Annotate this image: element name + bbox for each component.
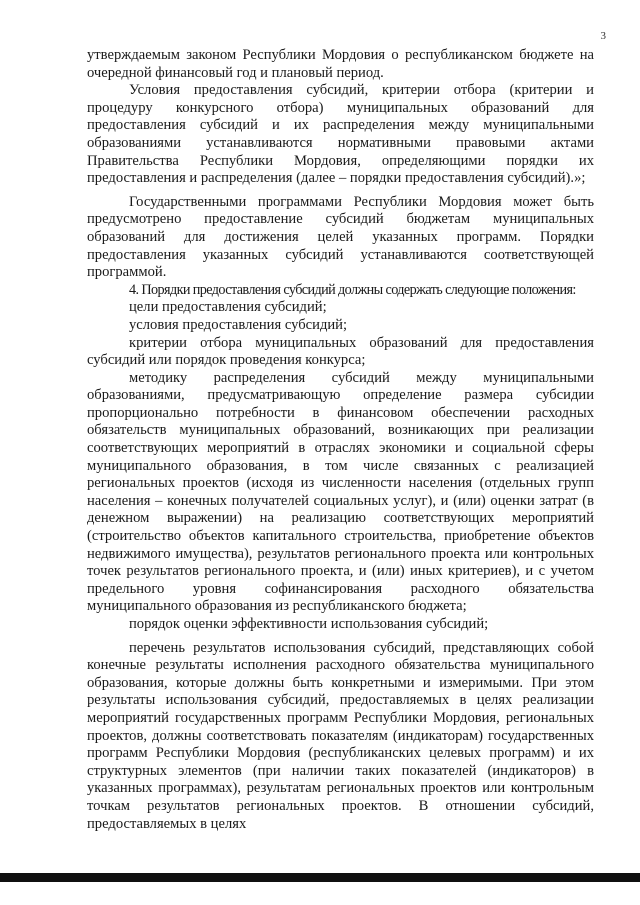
paragraph-budget-law-end: утверждаемым законом Республики Мордовия о республиканском бюджете на очередной финансовый год и плановый период. [87,47,594,81]
document-body [87,47,594,833]
list-item-results-list: перечень результатов использования субсидий, представляющих собой конечные результаты исполнения расходного обязательства муниципального образования, которые должны быть конкретными и измеримыми. При этом результаты использования субсидий, предоставляемых в целях реализации мероприятий государственных программ Республики Мордовия, региональных проектов, должны соответствовать показателям (индикаторам) государственных программ Республики Мордовия (республиканских целевых программ) и их структурных элементов (при наличии таких показателей (индикаторов) в указанных программах), результатам региональных проектов или контрольным точкам результатов региональных проектов. В отношении субсидий, предоставляемых в целях [87,639,594,832]
list-item-goals: цели предоставления субсидий; [129,299,327,316]
page-number: 3 [600,30,606,42]
list-item-conditions: условия предоставления субсидий; [129,316,348,333]
list-item-distribution-method: методику распределения субсидий между муниципальными образованиями, предусматривающую определение размера субсидии пропорционально потребности в финансовом обеспечении расходных обязательств муниципальных образований, возникающих при реализации соответствующих мероприятий в отраслях экономики и социальной сферы муниципального образования, в том числе связанных с реализацией региональных проектов (исходя из численности населения (отдельных групп населения – конечных получателей социальных услуг), и (или) оценки затрат (в денежном выражении) на реализацию соответствующих мероприятий (строительство объектов капитального строительства, приобретение объектов недвижимого имущества), результатов регионального проекта или контрольных точек результатов регионального проекта, и (или) иных критериев), и с учетом предельного уровня софинансирования расходного обязательства муниципального образования из республиканского бюджета; [87,369,594,615]
list-item-efficiency-assessment: порядок оценки эффективности использования субсидий; [129,616,489,632]
paragraph-item-4-heading: 4. Порядки предоставления субсидий должны содержать следующие положения: [129,281,576,298]
bottom-scan-border [0,873,640,882]
paragraph-subsidy-conditions: Условия предоставления субсидий, критерии отбора (критерии и процедуру конкурсного отбора) муниципальных образований для предоставления субсидий и их распределения между муниципальными образованиями устанавливаются нормативными правовыми актами Правительства Республики Мордовия, определяющими порядки их предоставления и распределения (далее – порядки предоставления субсидий).»; [87,82,594,187]
paragraph-state-programs: Государственными программами Республики Мордовия может быть предусмотрено предоставление субсидий бюджетам муниципальных образований для достижения целей указанных программ. Порядки предоставления указанных субсидий устанавливаются соответствующей программой. [87,193,594,281]
list-item-selection-criteria: критерии отбора муниципальных образований для предоставления субсидий или порядок проведения конкурса; [87,334,594,369]
